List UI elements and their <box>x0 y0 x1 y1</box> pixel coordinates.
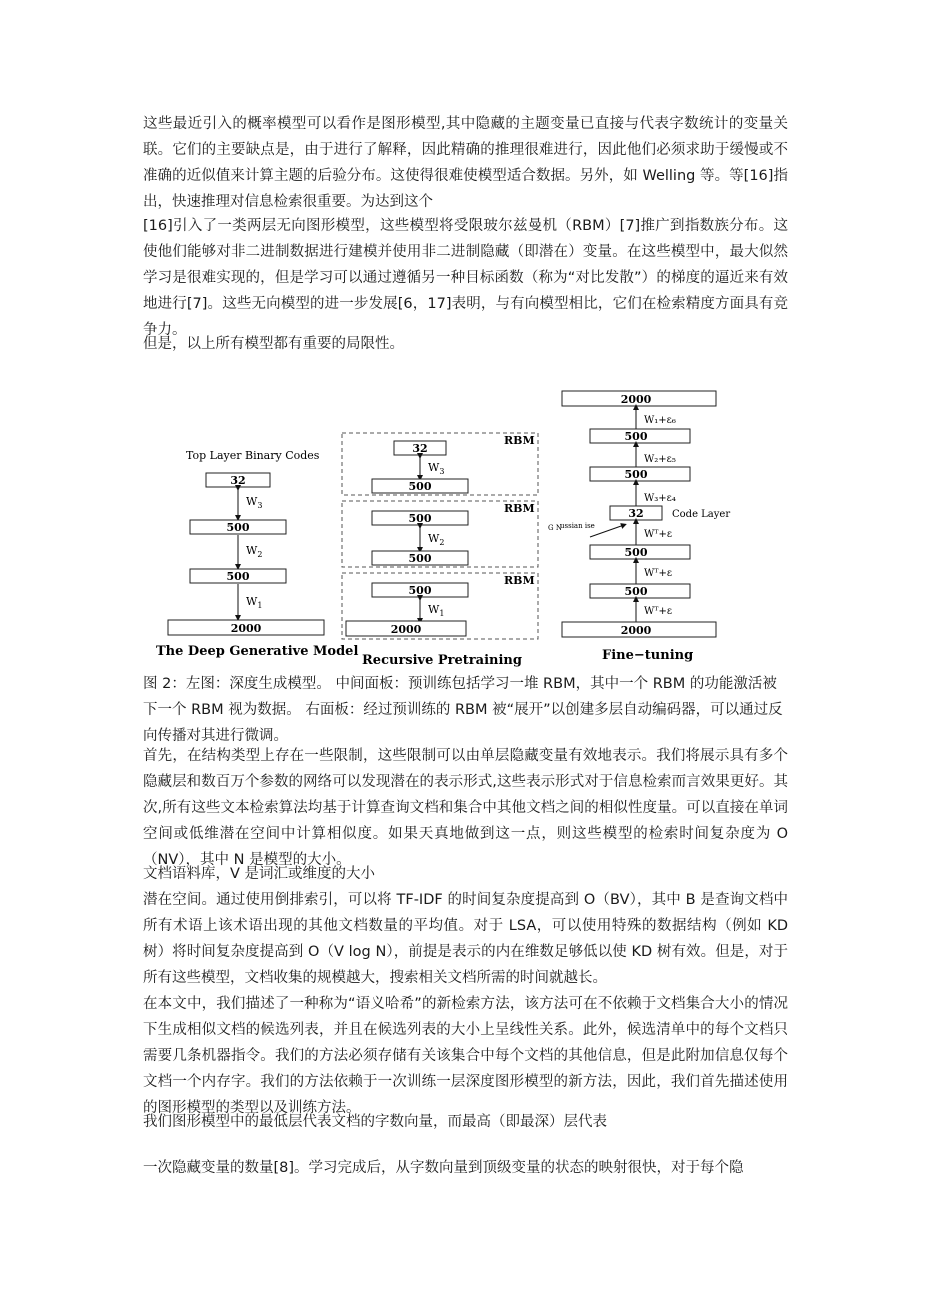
right-weight-2t: Wᵀ+ε <box>644 568 673 579</box>
noise-label: ussian ise <box>560 522 595 530</box>
mid-unit-500-a-label: 500 <box>408 480 432 493</box>
paragraph-7: 在本文中，我们描述了一种称为“语义哈希”的新检索方法，该方法可在不依赖于文档集合大小的情况下生成相似文档的候选列表，并且在候选列表的大小上呈线性关系。此外，候选清单中的每个文档只需要几条机器指令。我们的方法必须存储有关该集合中每个文档的其他信息，但是此附加信息仅每个文档一个内存字。我们的方法依赖于一次训练一层深度图形模型的新方法，因此，我们首先描述使用的图形模型的类型以及训练方法。 <box>143 996 788 1116</box>
mid-weight-2: $W_2$ <box>428 532 445 547</box>
mid-weight-3: $W_3$ <box>428 461 445 476</box>
right-weight-3t: Wᵀ+ε <box>644 529 673 540</box>
left-top-label: Top Layer Binary Codes <box>186 449 320 462</box>
left-unit-32-label: 32 <box>230 474 246 487</box>
mid-weight-1: $W_1$ <box>428 603 445 618</box>
paragraph-3: 但是，以上所有模型都有重要的局限性。 <box>143 336 404 352</box>
left-weight-3: $W_3$ <box>246 495 263 510</box>
right-unit-500-c-label: 500 <box>624 546 648 559</box>
right-unit-32-label: 32 <box>628 507 644 520</box>
mid-unit-500-b-label: 500 <box>408 512 432 525</box>
right-weight-5: W₂+ε₅ <box>644 454 676 465</box>
paragraph-6: 潜在空间。通过使用倒排索引，可以将 TF-IDF 的时间复杂度提高到 O（BV），其中 B 是查询文档中所有术语上该术语出现的其他文档数量的平均值。对于 LSA，可以使用特殊的数据结构（例如 KD 树）将时间复杂度提高到 O（V log N），前提是表示的内在维数足够低以使 KD 树有效。但是，对于所有这些模型，文档收集的规模越大，搜索相关文档所需的时间就越长。 <box>143 892 788 986</box>
right-unit-500-b-label: 500 <box>624 468 648 481</box>
code-layer-label: Code Layer <box>672 509 731 520</box>
figure-2-diagram <box>150 385 790 670</box>
paragraph-4: 首先，在结构类型上存在一些限制，这些限制可以由单层隐藏变量有效地表示。我们将展示具有多个隐藏层和数百万个参数的网络可以发现潜在的表示形式,这些表示形式对于信息检索而言效果更好。其次,所有这些文本检索算法均基于计算查询文档和集合中其他文档之间的相似性度量。可以直接在单词空间或低维潜在空间中计算相似度。如果天真地做到这一点，则这些模型的检索时间复杂度为 O（NV），其中 N 是模型的大小。 <box>143 748 788 868</box>
noise-arrow <box>590 525 624 537</box>
right-weight-4: W₃+ε₄ <box>644 493 676 504</box>
noise-side-label: G N <box>548 524 562 532</box>
paragraph-8: 我们图形模型中的最低层代表文档的字数向量，而最高（即最深）层代表 <box>143 1114 607 1130</box>
right-unit-2000-top-label: 2000 <box>620 393 652 406</box>
middle-panel-title: Recursive Pretraining <box>362 653 522 668</box>
paragraph-5: 文档语料库，V 是词汇或维度的大小 <box>143 866 376 882</box>
left-unit-2000-label: 2000 <box>230 622 262 635</box>
paragraph-1: 这些最近引入的概率模型可以看作是图形模型,其中隐藏的主题变量已直接与代表字数统计的变量关联。它们的主要缺点是，由于进行了解释，因此精确的推理很难进行，因此他们必须求助于缓慢或不准确的近似值来计算主题的后验分布。这使得很难使模型适合数据。另外，如 Welling 等。等[16]指出，快速推理对信息检索很重要。为达到这个 <box>143 116 788 210</box>
rbm-label-2: RBM <box>504 502 535 515</box>
paragraph-2: [16]引入了一类两层无向图形模型，这些模型将受限玻尔兹曼机（RBM）[7]推广到指数族分布。这使他们能够对非二进制数据进行建模并使用非二进制隐藏（即潜在）变量。在这些模型中，最大似然学习是很难实现的，但是学习可以通过遵循另一种目标函数（称为“对比发散”）的梯度的逼近来有效地进行[7]。这些无向模型的进一步发展[6，17]表明，与有向模型相比，它们在检索精度方面具有竞争力。 <box>143 218 788 338</box>
right-panel-title: Fine−tuning <box>602 648 694 663</box>
figure-caption: 图 2：左图：深度生成模型。 中间面板：预训练包括学习一堆 RBM，其中一个 RBM 的功能激活被下一个 RBM 视为数据。 右面板：经过预训练的 RBM 被“展开”以创建多层自动编码器，可以通过反向传播对其进行微调。 <box>143 676 783 744</box>
right-unit-500-a-label: 500 <box>624 430 648 443</box>
left-panel-title: The Deep Generative Model <box>156 644 359 659</box>
left-unit-500-a-label: 500 <box>226 521 250 534</box>
right-weight-1t: Wᵀ+ε <box>644 606 673 617</box>
rbm-label-1: RBM <box>504 574 535 587</box>
right-unit-500-d-label: 500 <box>624 585 648 598</box>
mid-unit-2000-label: 2000 <box>390 623 422 636</box>
mid-unit-500-c-label: 500 <box>408 552 432 565</box>
mid-unit-32-label: 32 <box>412 442 428 455</box>
paragraph-9: 一次隐藏变量的数量[8]。学习完成后，从字数向量到顶级变量的状态的映射很快，对于每个隐 <box>143 1160 744 1176</box>
left-weight-1: $W_1$ <box>246 595 263 610</box>
right-weight-6: W₁+ε₆ <box>644 415 676 426</box>
mid-unit-500-d-label: 500 <box>408 584 432 597</box>
right-unit-2000-bottom-label: 2000 <box>620 624 652 637</box>
rbm-label-3: RBM <box>504 434 535 447</box>
left-unit-500-b-label: 500 <box>226 570 250 583</box>
left-weight-2: $W_2$ <box>246 544 263 559</box>
